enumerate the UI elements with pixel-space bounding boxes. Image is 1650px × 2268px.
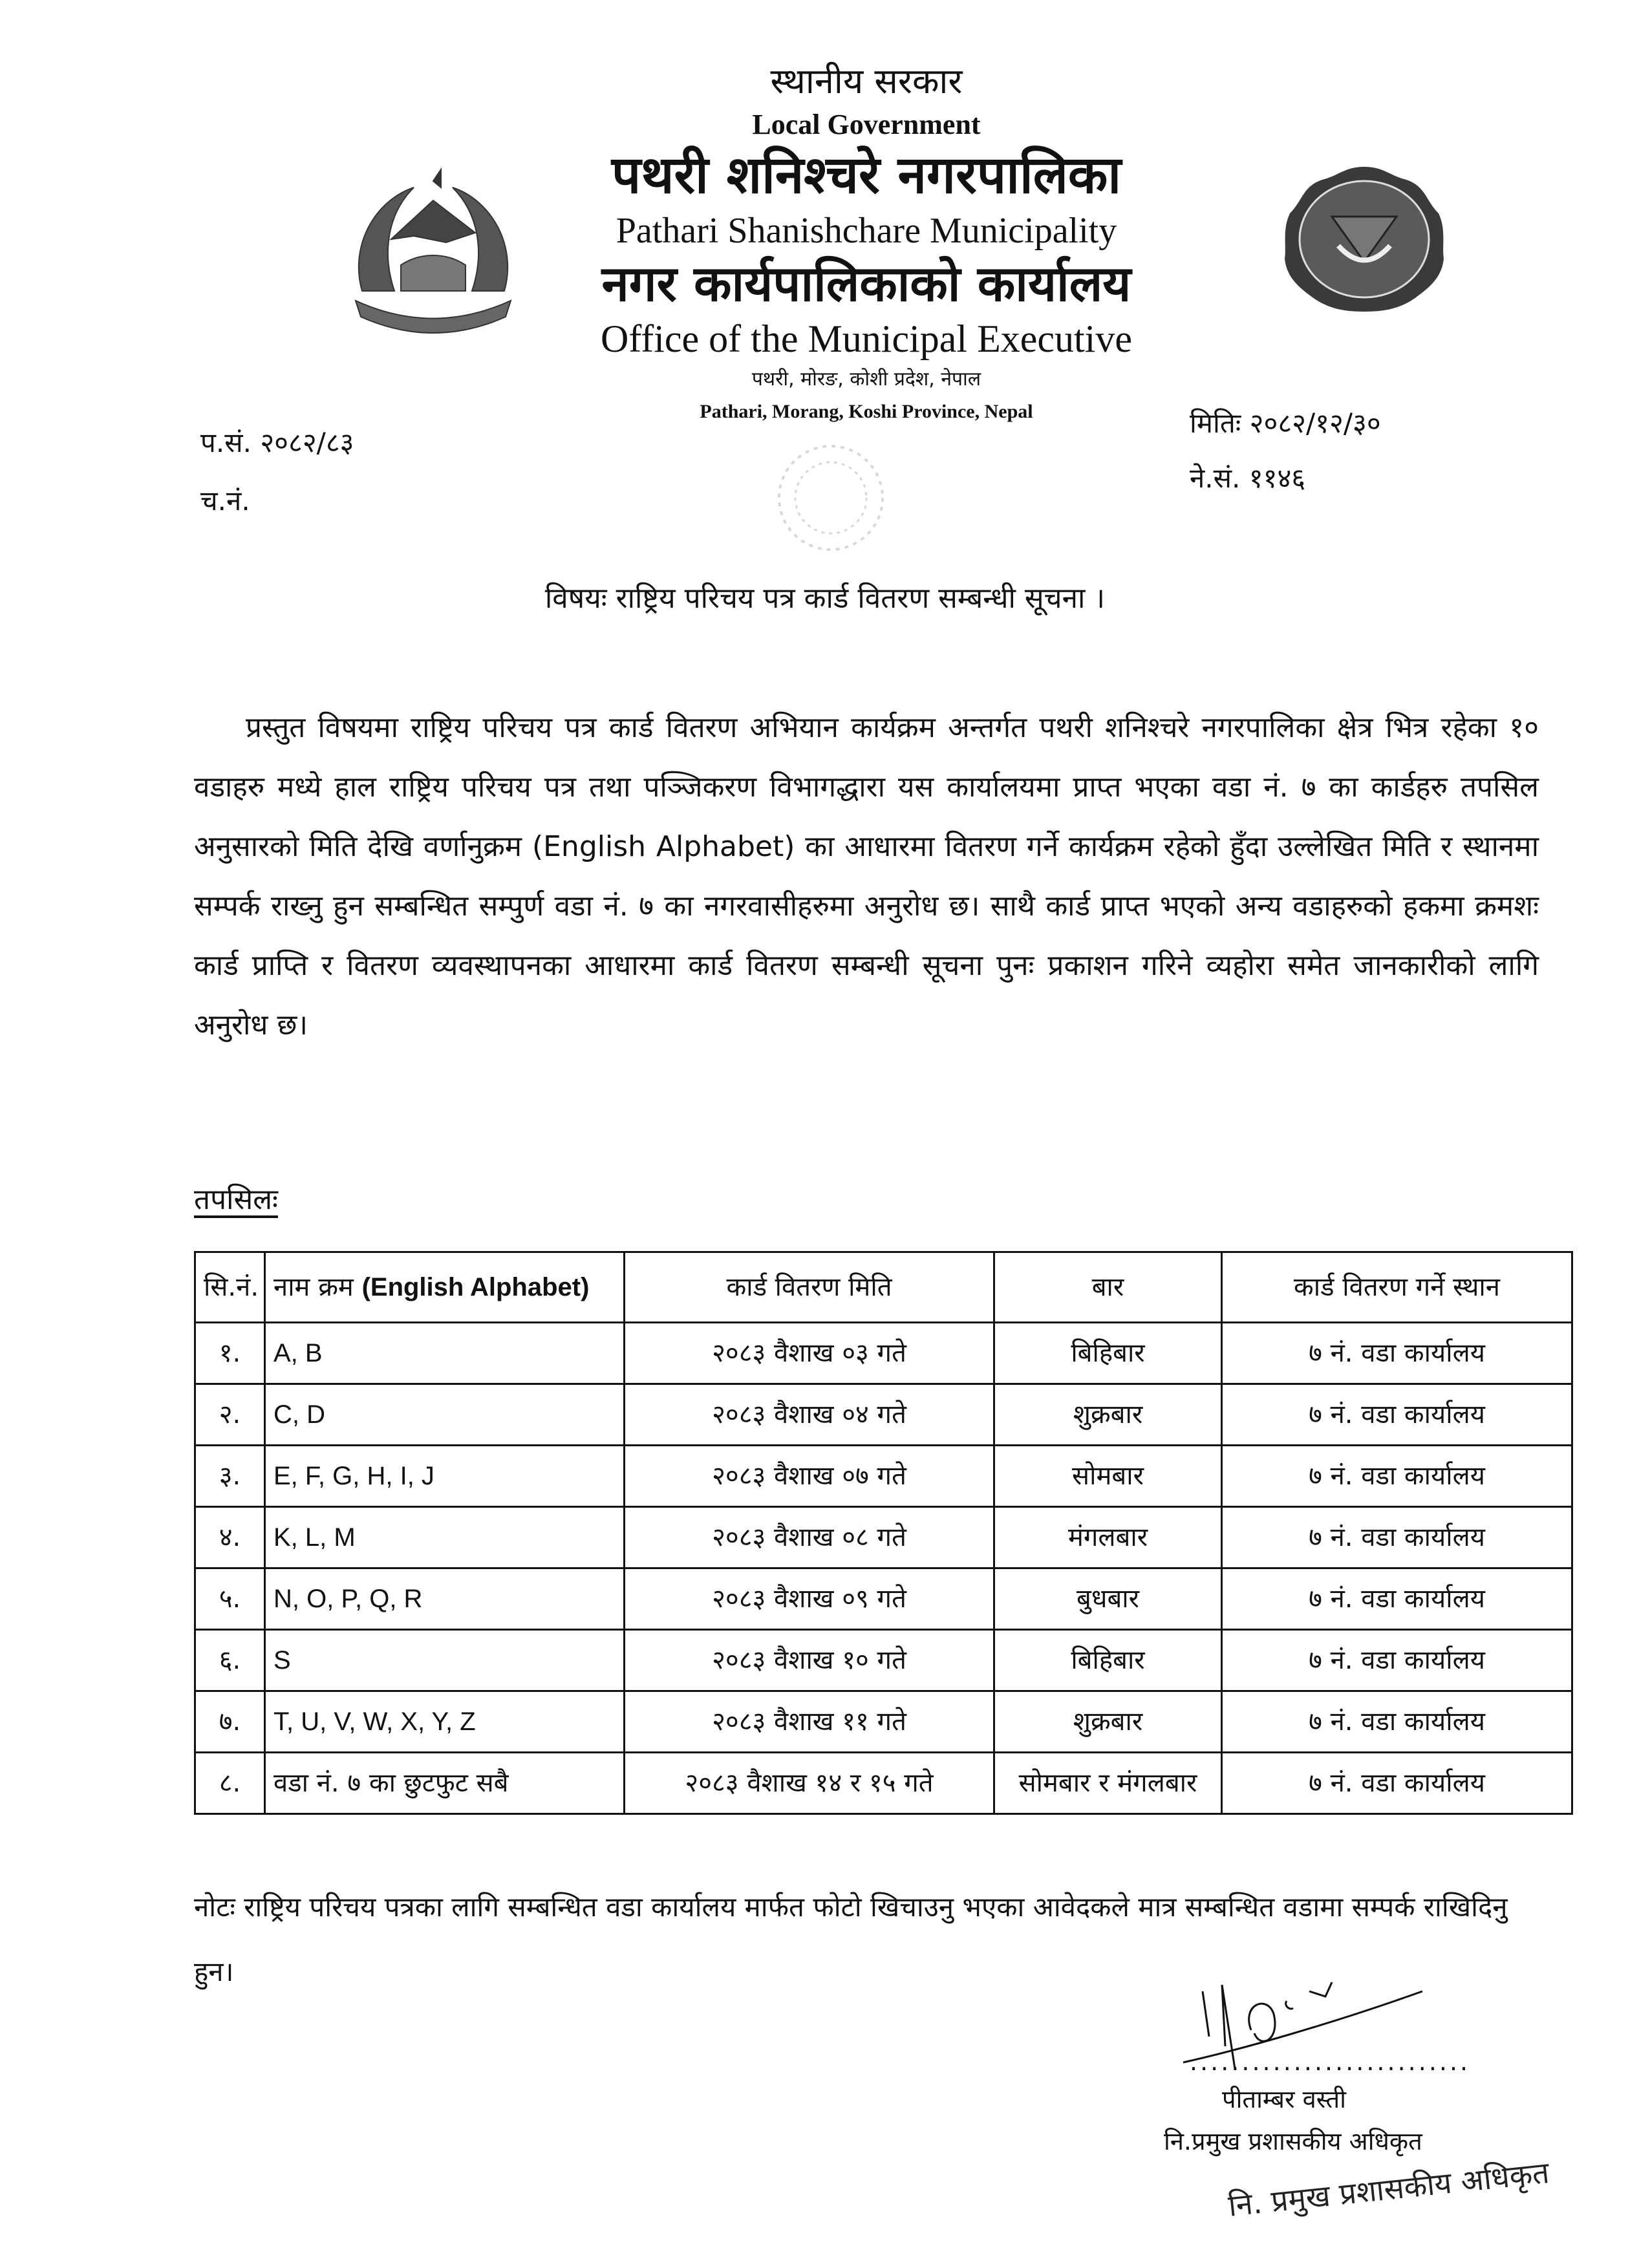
cell-place: ७ नं. वडा कार्यालय [1222, 1630, 1572, 1691]
cell-names: वडा नं. ७ का छुटफुट सबै [265, 1753, 625, 1814]
local-government-np: स्थानीय सरकार [770, 61, 963, 102]
ref-label: प.सं. [200, 427, 252, 458]
cell-date: २०८३ वैशाख १० गते [625, 1630, 994, 1691]
table-header-row [195, 1252, 1572, 1323]
stamp-watermark-icon [685, 440, 976, 556]
header-name-order [265, 1252, 625, 1323]
address-np: पथरी, मोरङ, कोशी प्रदेश, नेपाल [751, 368, 981, 390]
header-place: कार्ड वितरण गर्ने स्थान [1222, 1252, 1572, 1323]
table-row [195, 1753, 1572, 1814]
distribution-schedule-table [194, 1251, 1573, 1815]
nepal-sambat-value: ११४६ [1248, 462, 1306, 494]
cell-names: A, B [265, 1323, 625, 1384]
local-government-en: Local Government [752, 109, 981, 140]
table-row [195, 1384, 1572, 1446]
cell-date: २०८३ वैशाख ११ गते [625, 1691, 994, 1753]
cell-day: शुक्रबार [994, 1384, 1222, 1446]
cell-sn: १. [195, 1323, 265, 1384]
cell-place: ७ नं. वडा कार्यालय [1222, 1446, 1572, 1507]
cell-date: २०८३ वैशाख ०४ गते [625, 1384, 994, 1446]
date-value: २०८२/१२/३० [1249, 407, 1381, 439]
header-day: बार [994, 1252, 1222, 1323]
dispatch-label: च.नं. [200, 485, 250, 517]
table-row [195, 1446, 1572, 1507]
official-stamp-text: नि. प्रमुख प्रशासकीय अधिकृत [1227, 2155, 1551, 2223]
cell-day: सोमबार [994, 1446, 1222, 1507]
cell-place: ७ नं. वडा कार्यालय [1222, 1691, 1572, 1753]
cell-sn: ६. [195, 1630, 265, 1691]
header-sn: सि.नं. [195, 1252, 265, 1323]
table-row [195, 1630, 1572, 1691]
nepal-sambat-label: ने.सं. [1190, 462, 1241, 494]
header-name-en: (English Alphabet) [361, 1273, 590, 1301]
cell-names: K, L, M [265, 1507, 625, 1568]
body-paragraph: प्रस्तुत विषयमा राष्ट्रिय परिचय पत्र कार्ड वितरण अभियान कार्यक्रम अन्तर्गत पथरी शनिश्चरे नगरपालिका क्षेत्र भित्र रहेका १० वडाहरु मध्ये हाल राष्ट्रिय परिचय पत्र तथा पञ्जिकरण विभागद्धारा यस कार्यालयमा प्राप्त भएका वडा नं. ७ का कार्डहरु तपसिल अनुसारको मिति देखि वर्णानुक्रम (English Alphabet) का आधारमा वितरण गर्ने कार्यक्रम रहेको हुँदा उल्लेखित मिति र स्थानमा सम्पर्क राख्नु हुन सम्बन्धित सम्पुर्ण वडा नं. ७ का नगरवासीहरुमा अनुरोध छ। साथै कार्ड प्राप्त भएको अन्य वडाहरुको हकमा क्रमशः कार्ड प्राप्ति र वितरण व्यवस्थापनका आधारमा कार्ड वितरण सम्बन्धी सूचना पुनः प्रकाशन गरिने व्यहोरा समेत जानकारीको लागि अनुरोध छ। [194, 711, 1539, 1042]
nepal-sambat [1190, 462, 1305, 495]
cell-date: २०८३ वैशाख १४ र १५ गते [625, 1753, 994, 1814]
cell-day: बिहिबार [994, 1323, 1222, 1384]
cell-names: C, D [265, 1384, 625, 1446]
cell-place: ७ नं. वडा कार्यालय [1222, 1323, 1572, 1384]
cell-day: सोमबार र मंगलबार [994, 1753, 1222, 1814]
letter-date [1190, 407, 1381, 440]
note-text: नोटः राष्ट्रिय परिचय पत्रका लागि सम्बन्धित वडा कार्यालय मार्फत फोटो खिचाउनु भएका आवेदकले मात्र सम्बन्धित वडामा सम्पर्क राखिदिनु हुन। [194, 1891, 1508, 1987]
cell-names: S [265, 1630, 625, 1691]
signer-title: नि.प्रमुख प्रशासकीय अधिकृत [1164, 2127, 1422, 2156]
cell-place: ७ नं. वडा कार्यालय [1222, 1384, 1572, 1446]
table-row [195, 1507, 1572, 1568]
cell-sn: ४. [195, 1507, 265, 1568]
cell-place: ७ नं. वडा कार्यालय [1222, 1507, 1572, 1568]
reference-number [200, 427, 354, 459]
header-date: कार्ड वितरण मिति [625, 1252, 994, 1323]
subject-line: विषयः राष्ट्रिय परिचय पत्र कार्ड वितरण सम्बन्धी सूचना । [544, 582, 1106, 615]
table-row [195, 1323, 1572, 1384]
cell-names: E, F, G, H, I, J [265, 1446, 625, 1507]
schedule-label: तपसिलः [194, 1183, 278, 1216]
municipality-name-en: Pathari Shanishchare Municipality [616, 211, 1117, 251]
table-row [195, 1568, 1572, 1630]
municipality-name-np: पथरी शनिश्चरे नगरपालिका [611, 145, 1122, 205]
signature-line: ........................... [1190, 2048, 1471, 2076]
dispatch-number [200, 485, 250, 517]
cell-date: २०८३ वैशाख ०३ गते [625, 1323, 994, 1384]
cell-sn: ५. [195, 1568, 265, 1630]
date-label: मितिः [1190, 407, 1241, 439]
cell-day: बुधबार [994, 1568, 1222, 1630]
cell-names: T, U, V, W, X, Y, Z [265, 1691, 625, 1753]
cell-sn: ३. [195, 1446, 265, 1507]
header-name-np: नाम क्रम [273, 1272, 354, 1302]
office-name-np: नगर कार्यपालिकाको कार्यालय [601, 255, 1131, 312]
cell-day: बिहिबार [994, 1630, 1222, 1691]
cell-sn: २. [195, 1384, 265, 1446]
cell-date: २०८३ वैशाख ०८ गते [625, 1507, 994, 1568]
office-name-en: Office of the Municipal Executive [601, 317, 1132, 360]
ref-value: २०८२/८३ [260, 427, 354, 458]
signer-name: पीताम्बर वस्ती [1222, 2085, 1347, 2113]
cell-date: २०८३ वैशाख ०९ गते [625, 1568, 994, 1630]
cell-date: २०८३ वैशाख ०७ गते [625, 1446, 994, 1507]
cell-day: मंगलबार [994, 1507, 1222, 1568]
cell-names: N, O, P, Q, R [265, 1568, 625, 1630]
cell-day: शुक्रबार [994, 1691, 1222, 1753]
table-row [195, 1691, 1572, 1753]
cell-sn: ८. [195, 1753, 265, 1814]
cell-place: ७ नं. वडा कार्यालय [1222, 1753, 1572, 1814]
municipality-seal-icon [1277, 162, 1452, 317]
address-en: Pathari, Morang, Koshi Province, Nepal [700, 401, 1033, 422]
cell-place: ७ नं. वडा कार्यालय [1222, 1568, 1572, 1630]
cell-sn: ७. [195, 1691, 265, 1753]
